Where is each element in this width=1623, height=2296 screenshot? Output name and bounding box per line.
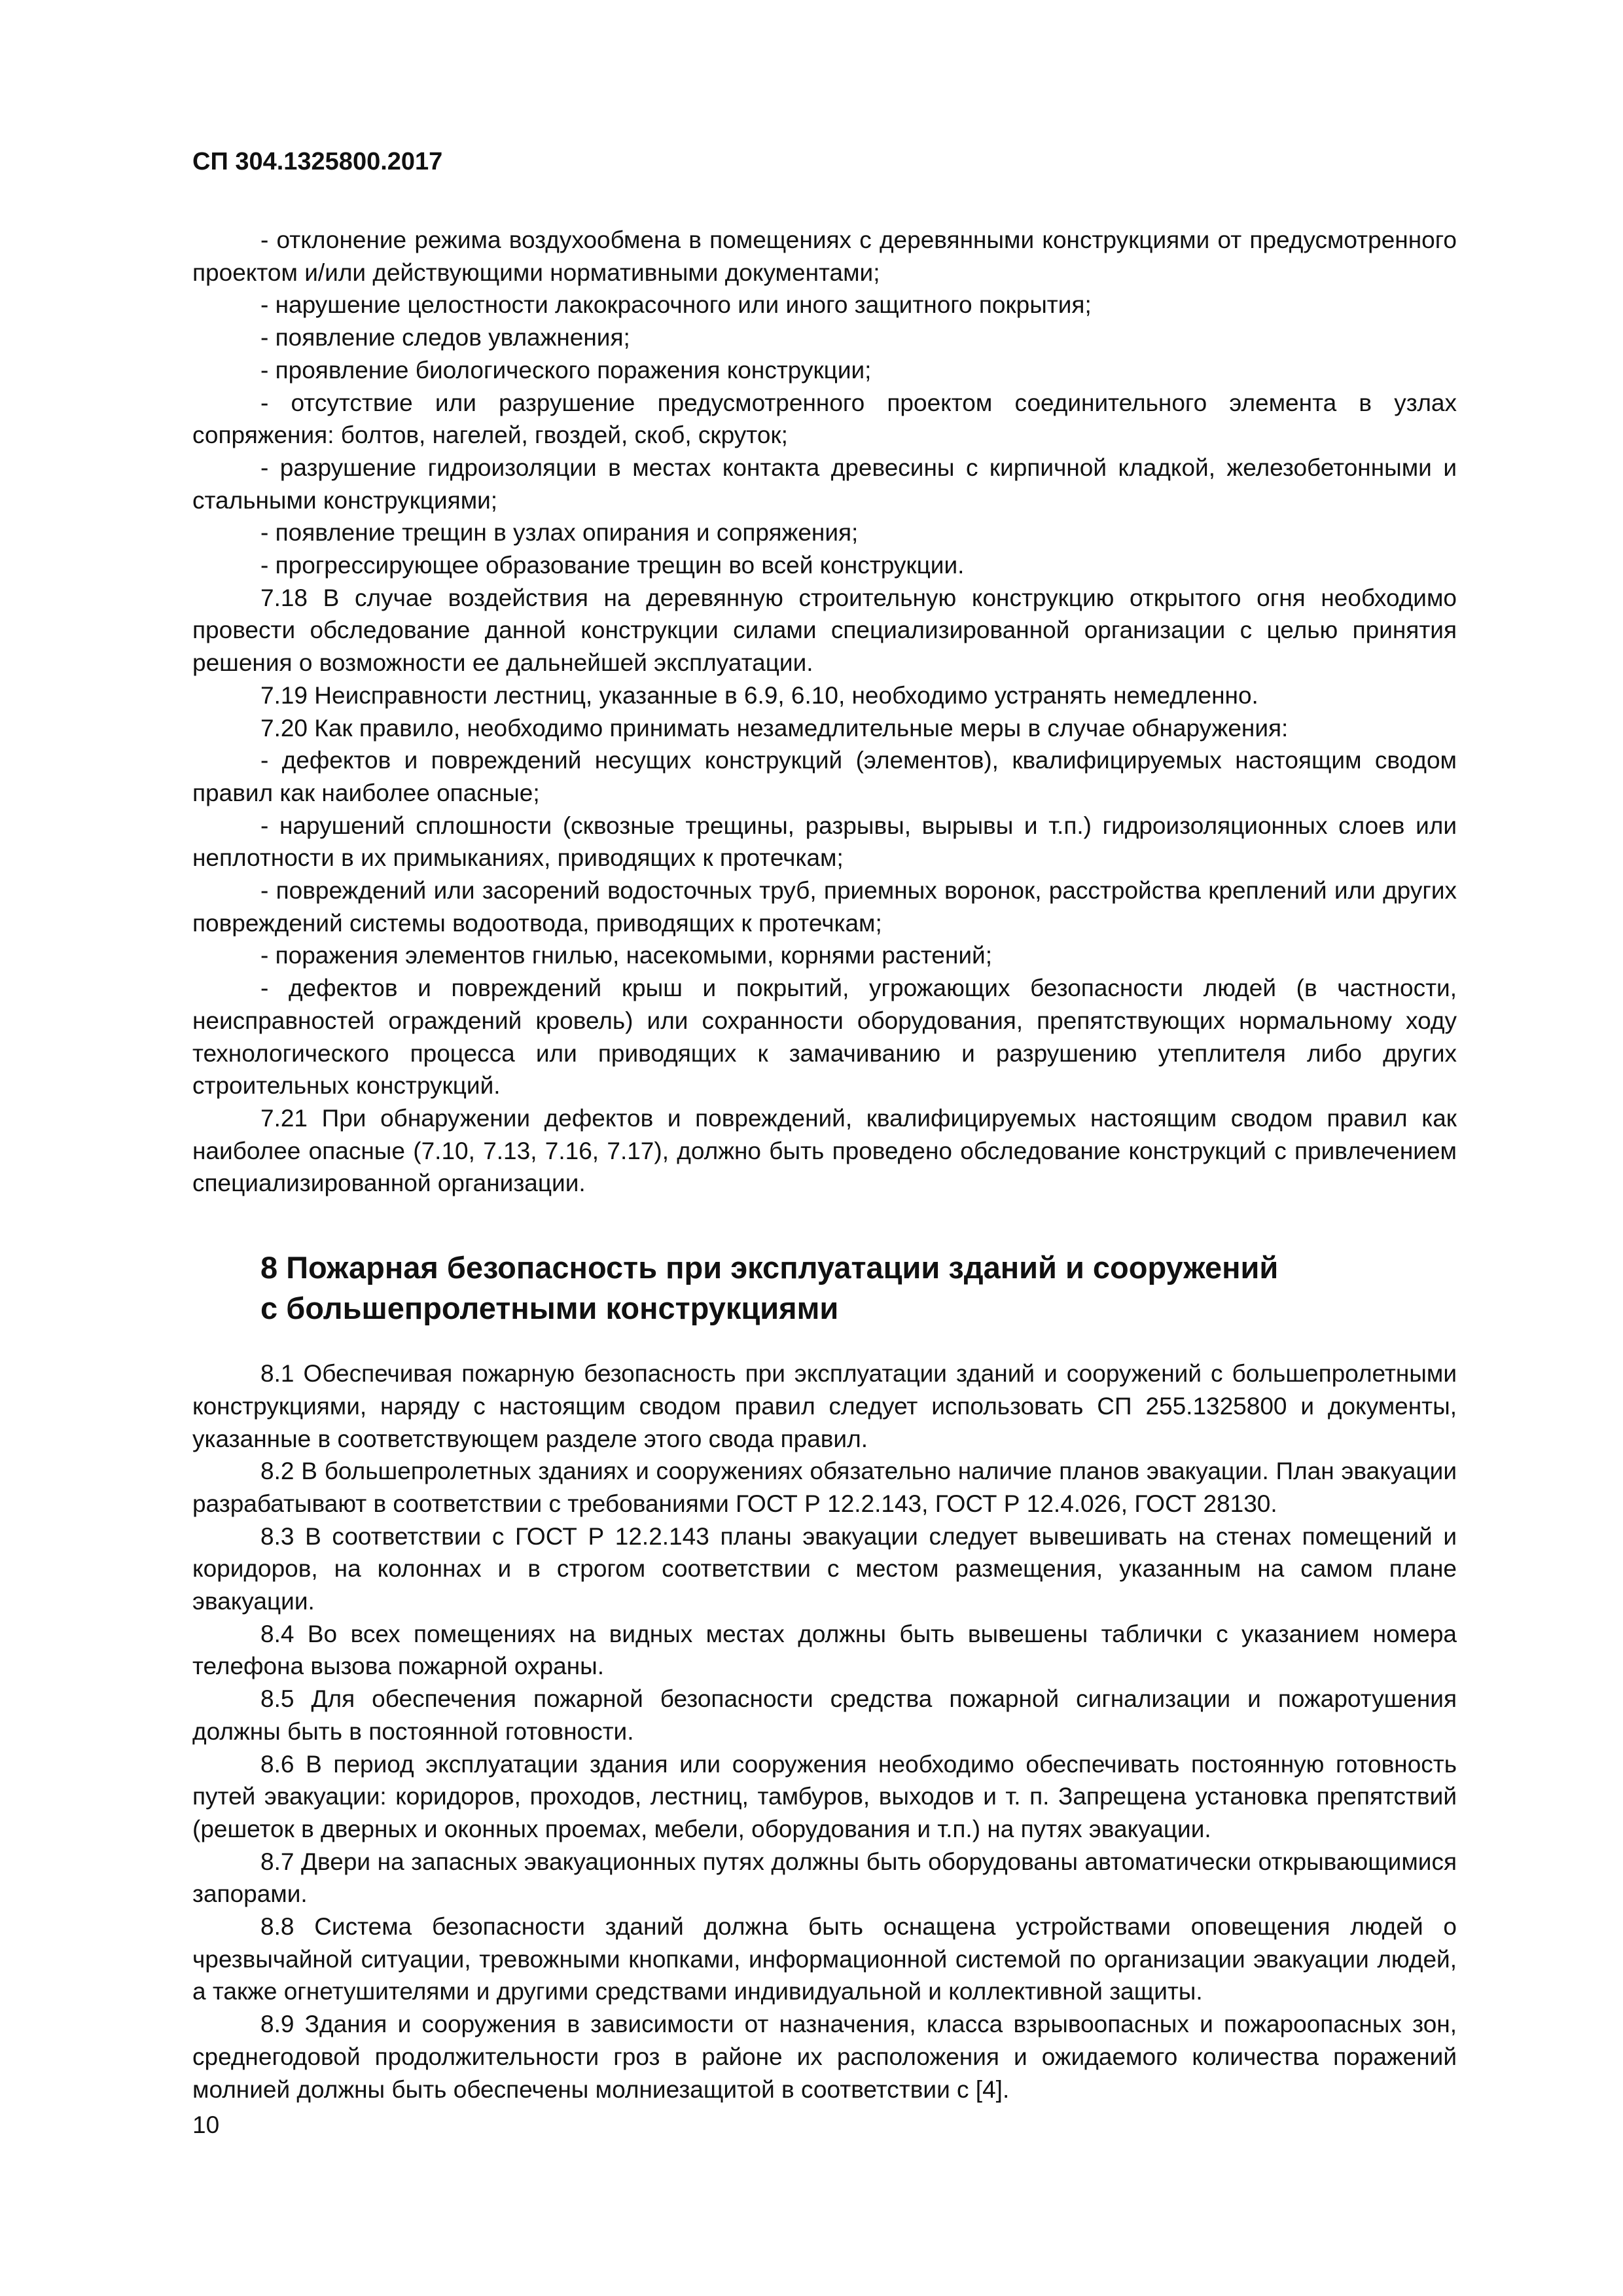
paragraph-8-8: 8.8 Система безопасности зданий должна быть оснащена устройствами оповещения людей о чрезвычайной ситуации, тревожными кнопками, информационной системой по организации эвакуации людей, а также огнетушителями и другими средствами индивидуальной и коллективной защиты.: [192, 1913, 1457, 2005]
paragraph-7-list-6: - разрушение гидроизоляции в местах контакта древесины с кирпичной кладкой, железобетонными и стальными конструкциями;: [192, 454, 1457, 514]
paragraph-8-5: 8.5 Для обеспечения пожарной безопасности средства пожарной сигнализации и пожаротушения должны быть в постоянной готовности.: [192, 1685, 1457, 1745]
paragraph-8-1: 8.1 Обеспечивая пожарную безопасность при эксплуатации зданий и сооружений с большепролетными конструкциями, наряду с настоящим сводом правил следует использовать СП 255.1325800 и документы, указанные в соответствующем разделе этого свода правил.: [192, 1360, 1457, 1452]
paragraph-8-7: 8.7 Двери на запасных эвакуационных путях должны быть оборудованы автоматически открывающимися запорами.: [192, 1848, 1457, 1908]
section-8-heading: [260, 1247, 1457, 1329]
document-body: [192, 224, 1457, 2106]
paragraph-7-list-5: - отсутствие или разрушение предусмотренного проектом соединительного элемента в узлах сопряжения: болтов, нагелей, гвоздей, скоб, скруток;: [192, 389, 1457, 449]
paragraph-7-list-4: - проявление биологического поражения конструкции;: [260, 356, 872, 384]
paragraph-7-list-2: - нарушение целостности лакокрасочного или иного защитного покрытия;: [260, 291, 1092, 319]
paragraph-8-6: 8.6 В период эксплуатации здания или сооружения необходимо обеспечивать постоянную готовность путей эвакуации: коридоров, проходов, лестниц, тамбуров, выходов и т. п. Запрещена установка препятствий (решеток в дверных и оконных проемах, мебели, оборудования и т.п.) на путях эвакуации.: [192, 1750, 1457, 1842]
paragraph-8-4: 8.4 Во всех помещениях на видных местах должны быть вывешены таблички с указанием номера телефона вызова пожарной охраны.: [192, 1620, 1457, 1680]
paragraph-7-19: 7.19 Неисправности лестниц, указанные в 6.9, 6.10, необходимо устранять немедленно.: [260, 681, 1258, 709]
paragraph-7-20-list-2: - нарушений сплошности (сквозные трещины, разрывы, вырывы и т.п.) гидроизоляционных слоев или неплотности в их примыканиях, приводящих к протечкам;: [192, 812, 1457, 872]
page-number: 10: [192, 2111, 220, 2138]
paragraph-8-3: 8.3 В соответствии с ГОСТ Р 12.2.143 планы эвакуации следует вывешивать на стенах помещений и коридоров, на колоннах и в строгом соответствии с местом размещения, указанным на самом плане эвакуации.: [192, 1522, 1457, 1615]
paragraph-7-list-3: - появление следов увлажнения;: [260, 324, 630, 351]
paragraph-7-20-list-3: - повреждений или засорений водосточных труб, приемных воронок, расстройства креплений или других повреждений системы водоотвода, приводящих к протечкам;: [192, 877, 1457, 937]
paragraph-8-2: 8.2 В большепролетных зданиях и сооружениях обязательно наличие планов эвакуации. План эвакуации разрабатывают в соответствии с требованиями ГОСТ Р 12.2.143, ГОСТ Р 12.4.026, ГОСТ 28130.: [192, 1458, 1457, 1517]
paragraph-7-list-8: - прогрессирующее образование трещин во всей конструкции.: [260, 552, 965, 579]
paragraph-7-20-list-4: - поражения элементов гнилью, насекомыми, корнями растений;: [260, 942, 993, 969]
paragraph-7-20-list-5: - дефектов и повреждений крыш и покрытий, угрожающих безопасности людей (в частности, неисправностей ограждений кровель) или сохранности оборудования, препятствующих нормальному ходу технологического процесса или приводящих к замачиванию и разрушению утеплителя либо других строительных конструкций.: [192, 975, 1457, 1100]
section-8-heading-line-2: с большепролетными конструкциями: [260, 1291, 839, 1326]
document-code-header: СП 304.1325800.2017: [192, 148, 443, 175]
paragraph-7-list-1: - отклонение режима воздухообмена в помещениях с деревянными конструкциями от предусмотренного проектом и/или действующими нормативными документами;: [192, 226, 1457, 286]
paragraph-7-21: 7.21 При обнаружении дефектов и повреждений, квалифицируемых настоящим сводом правил как наиболее опасные (7.10, 7.13, 7.16, 7.17), должно быть проведено обследование конструкций с привлечением специализированной организации.: [192, 1104, 1457, 1197]
paragraph-7-18: 7.18 В случае воздействия на деревянную строительную конструкцию открытого огня необходимо провести обследование данной конструкции силами специализированной организации с целью принятия решения о возможности ее дальнейшей эксплуатации.: [192, 584, 1457, 677]
paragraph-7-20-list-1: - дефектов и повреждений несущих конструкций (элементов), квалифицируемых настоящим сводом правил как наиболее опасные;: [192, 747, 1457, 806]
paragraph-7-20: 7.20 Как правило, необходимо принимать незамедлительные меры в случае обнаружения:: [260, 714, 1289, 742]
section-8-heading-line-1: 8 Пожарная безопасность при эксплуатации зданий и сооружений: [260, 1250, 1279, 1285]
paragraph-7-list-7: - появление трещин в узлах опирания и сопряжения;: [260, 519, 859, 547]
paragraph-8-9: 8.9 Здания и сооружения в зависимости от назначения, класса взрывоопасных и пожароопасных зон, среднегодовой продолжительности гроз в районе их расположения и ожидаемого количества поражений молнией должны быть обеспечены молниезащитой в соответствии с [4].: [192, 2011, 1457, 2103]
